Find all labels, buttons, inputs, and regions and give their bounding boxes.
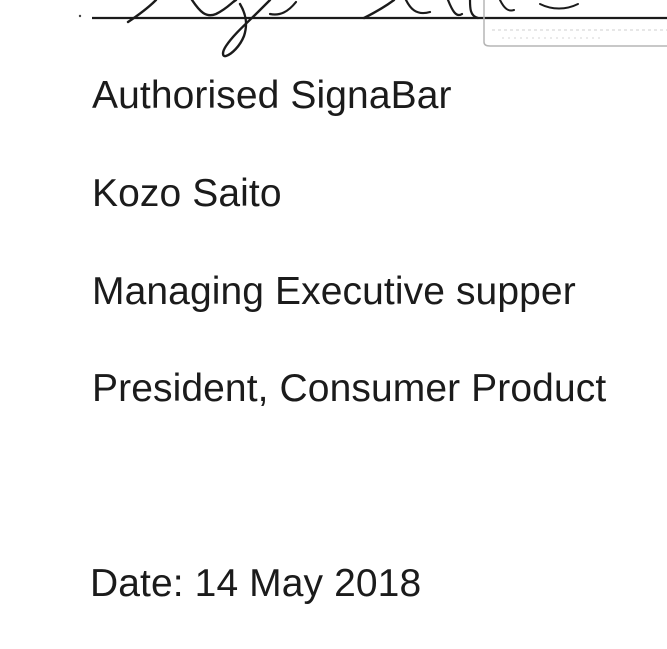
signature-date: Date: 14 May 2018 <box>90 562 422 605</box>
authorised-signature-label: Authorised SignaBar <box>92 74 452 117</box>
signatory-name: Kozo Saito <box>92 172 282 215</box>
faint-stamp-mark <box>482 0 667 50</box>
signatory-role: President, Consumer Product <box>92 367 607 410</box>
signatory-title: Managing Executive supper <box>92 270 576 313</box>
